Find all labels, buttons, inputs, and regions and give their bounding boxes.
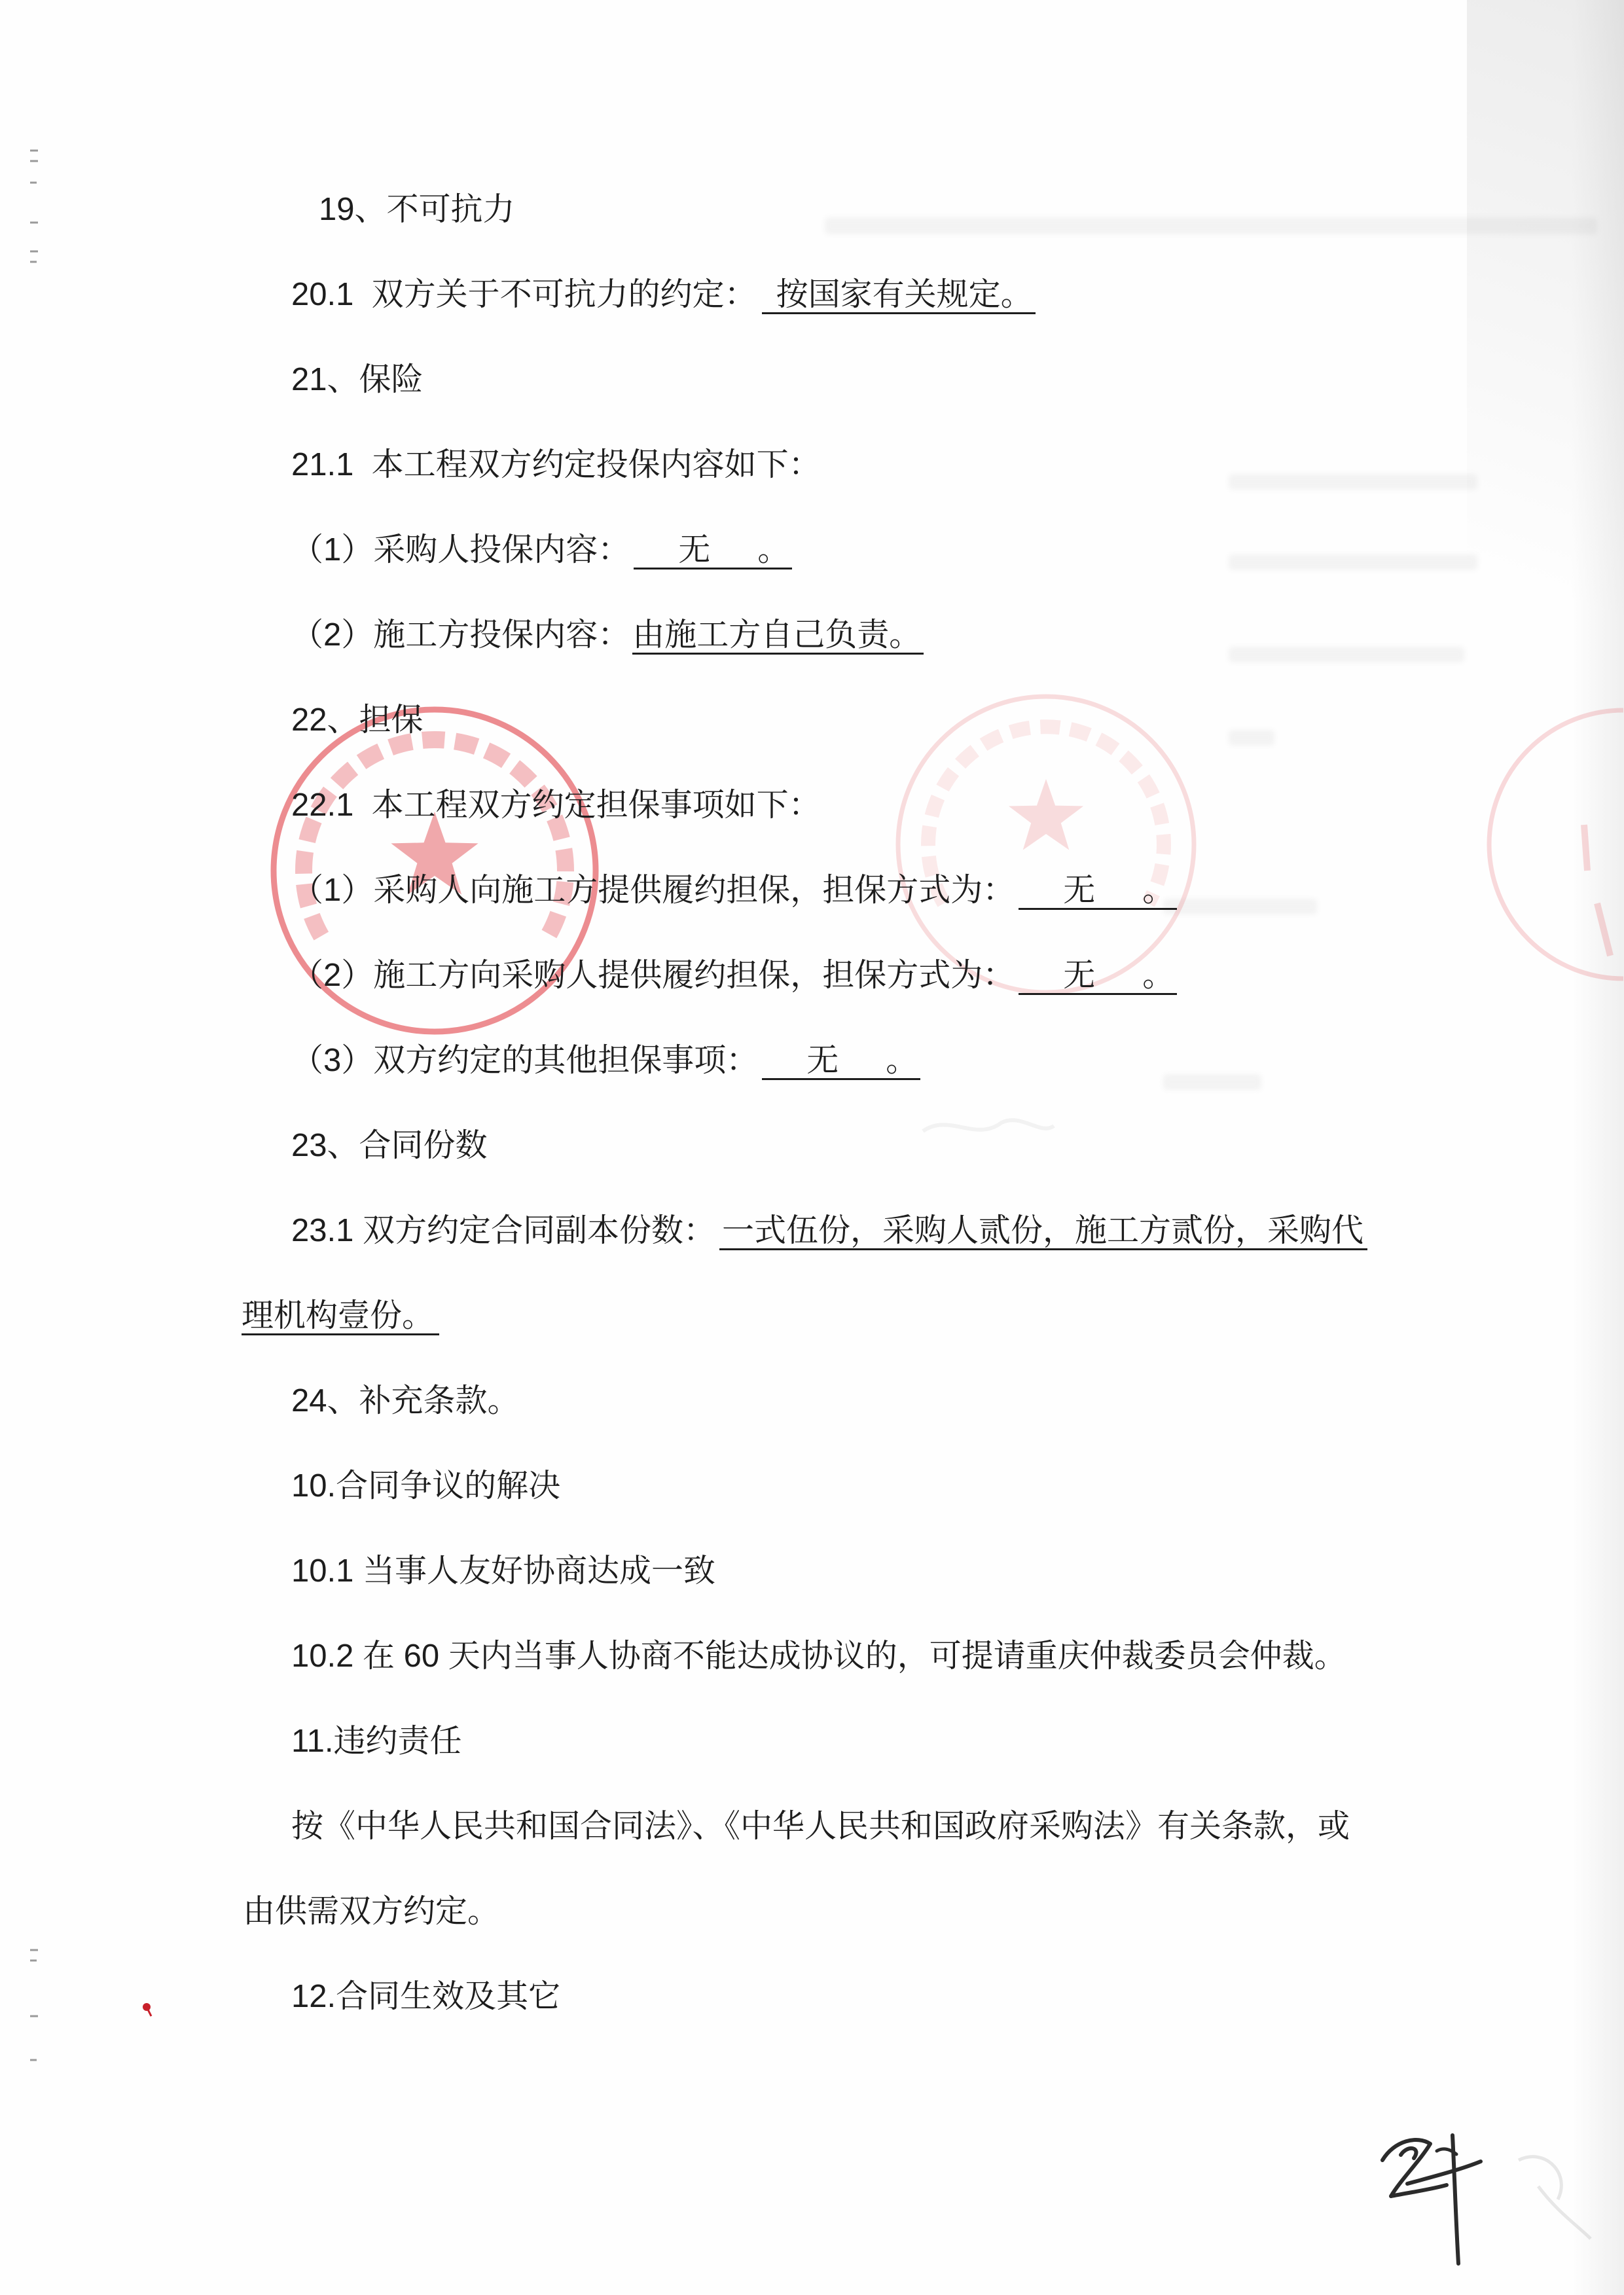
clause-10-1: 10.1 当事人友好协商达成一致 [291, 1553, 715, 1589]
blank-field-end: 。 [757, 532, 790, 568]
insurance-item [242, 592, 1551, 678]
clause-23-1-continuation [242, 1273, 1551, 1358]
clause-23-1-value: 一式伍份，采购人贰份，施工方贰份，采购代 [719, 1213, 1367, 1250]
guarantee-item-label: （3）双方约定的其他担保事项： [291, 1043, 759, 1078]
blank-field-end: 。 [1142, 873, 1175, 908]
section-23-heading: 23、合同份数 [291, 1128, 488, 1163]
signature-stroke [1382, 2140, 1447, 2196]
insurance-item-label: （1）采购人投保内容： [291, 532, 630, 568]
insurance-item-label: （2）施工方投保内容： [291, 617, 630, 653]
guarantee-item-label: （1）采购人向施工方提供履约担保，担保方式为： [291, 873, 1015, 908]
signature-stroke [1401, 2148, 1416, 2158]
liability-text-continued: 由供需双方约定。 [243, 1894, 500, 1929]
red-ink-dot [143, 2003, 151, 2016]
signature-stroke [1437, 2149, 1456, 2154]
insurance-item [242, 507, 1551, 592]
clause-20-1 [242, 252, 1551, 337]
blank-field-value: 无 [678, 532, 711, 568]
clause-23-1-value-continued: 理机构壹份。 [242, 1298, 439, 1335]
binding-margin-marks [30, 151, 38, 2060]
blank-field-value: 无 [806, 1043, 839, 1078]
section-10-heading: 10.合同争议的解决 [291, 1468, 561, 1504]
clause-22-1: 22.1 本工程双方约定担保事项如下： [291, 787, 821, 823]
blank-field [1019, 873, 1177, 910]
clause-23-1 [242, 1188, 1551, 1273]
blank-field-value: 无 [1063, 958, 1096, 993]
insurance-item-value: 由施工方自己负责。 [632, 617, 924, 655]
signature-stroke [1453, 2135, 1458, 2264]
blank-field [1019, 958, 1177, 995]
blank-field-value: 无 [1063, 873, 1096, 908]
handwritten-signature [1382, 2135, 1481, 2264]
section-24-heading: 24、补充条款。 [291, 1383, 520, 1419]
section-11-heading: 11.违约责任 [291, 1724, 462, 1759]
red-dot-tail [148, 2010, 151, 2016]
blank-field [634, 532, 792, 569]
section-21-heading: 21、保险 [291, 362, 424, 397]
guarantee-item [242, 848, 1551, 933]
section-22-heading: 22、担保 [291, 702, 424, 738]
clause-21-1: 21.1 本工程双方约定投保内容如下： [291, 447, 821, 482]
clause-10-2: 10.2 在 60 天内当事人协商不能达成协议的，可提请重庆仲裁委员会仲裁。 [291, 1638, 1346, 1674]
blank-field-end: 。 [1142, 958, 1175, 993]
guarantee-item [242, 933, 1551, 1018]
signature-stroke [1407, 2161, 1481, 2184]
clause-20-1-value: 按国家有关规定。 [762, 277, 1036, 314]
clause-20-1-label: 20.1 双方关于不可抗力的约定： [291, 277, 757, 312]
liability-text: 按《中华人民共和国合同法》、《中华人民共和国政府采购法》有关条款，或 [291, 1809, 1350, 1844]
contract-body [242, 167, 1551, 2039]
section-19-heading: 19、不可抗力 [319, 192, 515, 227]
clause-23-1-label: 23.1 双方约定合同副本份数： [291, 1213, 715, 1248]
red-dot [143, 2003, 151, 2011]
section-12-heading: 12.合同生效及其它 [291, 1979, 561, 2014]
guarantee-item-label: （2）施工方向采购人提供履约担保，担保方式为： [291, 958, 1015, 993]
guarantee-item [242, 1018, 1551, 1103]
blank-field [762, 1043, 920, 1080]
blank-field-end: 。 [886, 1043, 918, 1078]
